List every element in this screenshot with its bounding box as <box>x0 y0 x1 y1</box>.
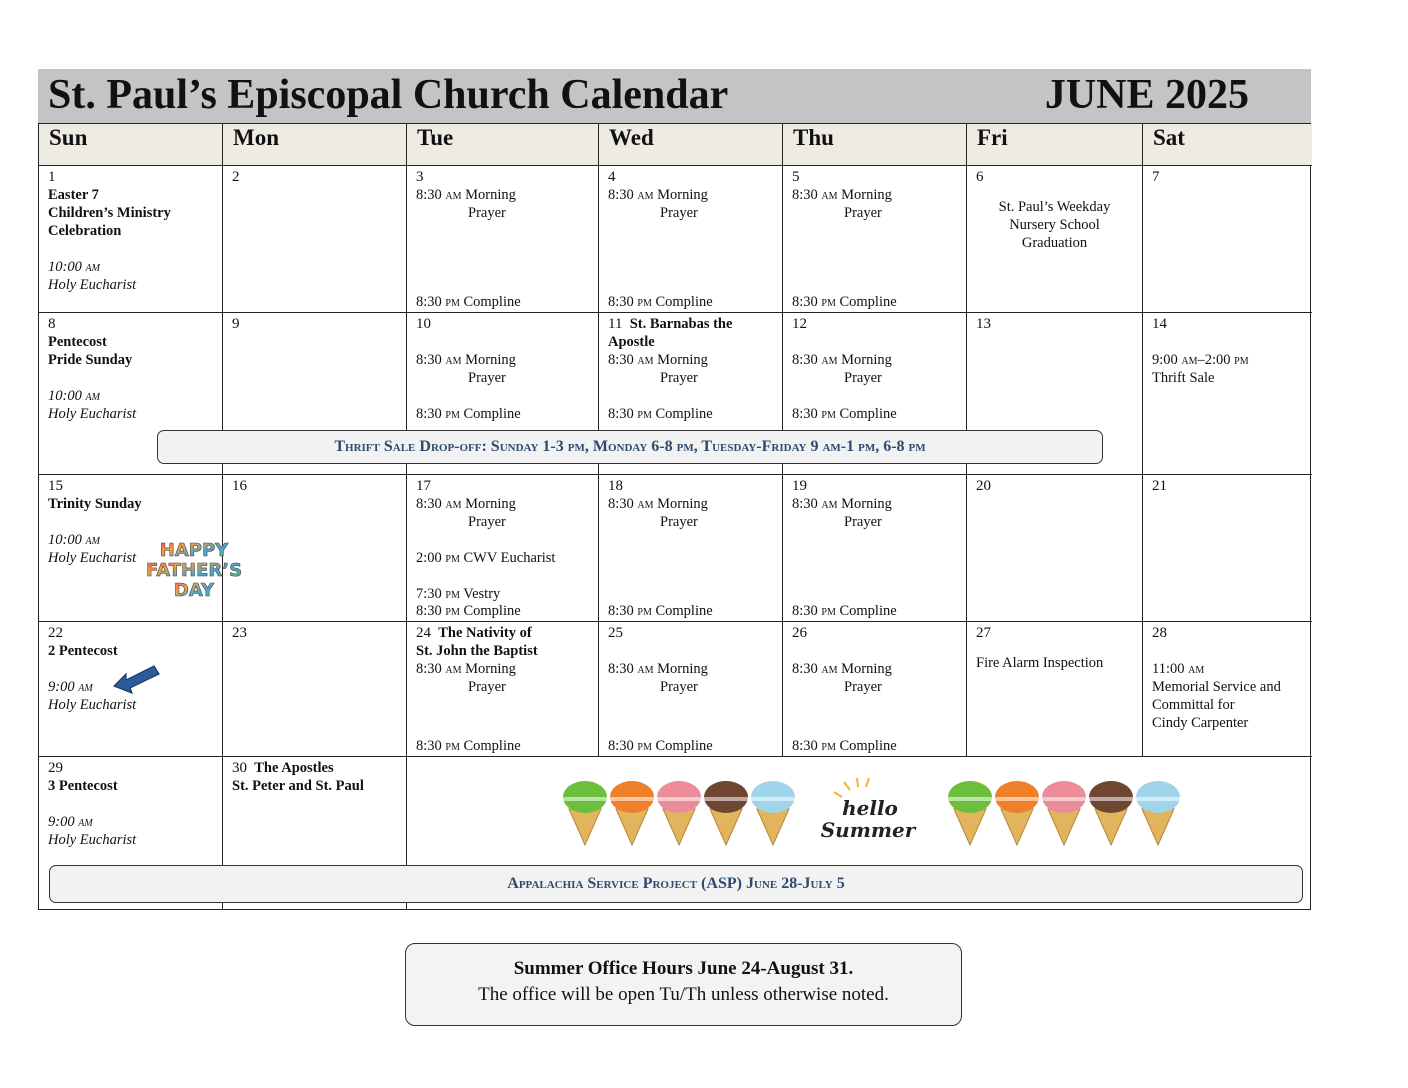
morning-prayer: 8:30 am Morning <box>416 496 516 512</box>
day-cell-20 <box>967 475 1143 622</box>
ice-cream-cone-icon <box>704 781 748 845</box>
day-number: 11 <box>608 316 623 332</box>
compline: 8:30 pm Compline <box>416 603 521 619</box>
compline: 8:30 pm Compline <box>608 406 713 422</box>
cwv-eucharist: 2:00 pm CWV Eucharist <box>416 550 556 566</box>
ice-cream-cone-icon <box>1042 781 1086 845</box>
day-header-sun: Sun <box>39 124 223 166</box>
day-header-mon: Mon <box>223 124 407 166</box>
day-number: 23 <box>232 625 247 641</box>
morning-prayer-cont: Prayer <box>660 205 698 221</box>
day-number: 15 <box>48 478 63 494</box>
day-number: 27 <box>976 625 991 641</box>
ice-cream-cone-icon <box>751 781 795 845</box>
day-number: 21 <box>1152 478 1167 494</box>
day-number: 30 <box>232 760 247 776</box>
morning-prayer: 8:30 am Morning <box>608 187 708 203</box>
day-number: 10 <box>416 316 431 332</box>
ice-cream-cone-icon <box>610 781 654 845</box>
morning-prayer-cont: Prayer <box>468 205 506 221</box>
day-cell-6 <box>967 166 1143 313</box>
event-time: 11:00 am <box>1152 661 1205 677</box>
thrift-banner: Thrift Sale Drop-off: Sunday 1-3 pm, Monday 6-8 pm, Tuesday-Friday 9 am-1 pm, 6-8 pm <box>157 430 1103 464</box>
arrow-icon <box>112 660 162 694</box>
event-text: Fire Alarm Inspection <box>976 655 1104 671</box>
day-number: 28 <box>1152 625 1167 641</box>
day-cell-19 <box>783 475 967 622</box>
event-title: Pentecost <box>48 334 107 350</box>
day-header-sat: Sat <box>1143 124 1312 166</box>
day-number: 13 <box>976 316 991 332</box>
fd-line-3: DAY <box>173 580 215 600</box>
day-cell-17 <box>407 475 599 622</box>
day-header-thu: Thu <box>783 124 967 166</box>
event-text: Committal for <box>1152 697 1235 713</box>
day-number: 29 <box>48 760 63 776</box>
fd-line-2: FATHER’S <box>146 560 242 581</box>
office-hours-notice <box>405 943 962 1026</box>
notice-heading: Summer Office Hours June 24-August 31. <box>513 958 854 979</box>
event-text: Cindy Carpenter <box>1152 715 1249 731</box>
ice-cream-cone-icon <box>563 781 607 845</box>
day-number: 5 <box>792 169 800 185</box>
day-cell-1 <box>39 166 223 313</box>
day-cell-28 <box>1143 622 1312 757</box>
event-title: Trinity Sunday <box>48 496 142 512</box>
day-number: 24 <box>416 625 431 641</box>
day-cell-5 <box>783 166 967 313</box>
day-cell-3 <box>407 166 599 313</box>
morning-prayer-cont: Prayer <box>468 679 506 695</box>
service-name: Holy Eucharist <box>48 832 137 848</box>
event-text: Graduation <box>1021 235 1088 251</box>
feast-title: Apostle <box>608 334 655 350</box>
service-time: 9:00 am <box>48 814 93 830</box>
day-header-wed: Wed <box>599 124 783 166</box>
day-number: 7 <box>1152 169 1160 185</box>
day-number: 9 <box>232 316 240 332</box>
day-header-tue: Tue <box>407 124 599 166</box>
day-number: 18 <box>608 478 623 494</box>
day-cell-4 <box>599 166 783 313</box>
compline: 8:30 pm Compline <box>608 294 713 310</box>
day-number: 2 <box>232 169 240 185</box>
ice-cream-cone-icon <box>657 781 701 845</box>
day-number: 19 <box>792 478 807 494</box>
day-cell-16 <box>223 475 407 622</box>
day-cell-21 <box>1143 475 1312 622</box>
morning-prayer-cont: Prayer <box>844 370 882 386</box>
morning-prayer-cont: Prayer <box>660 370 698 386</box>
morning-prayer: 8:30 am Morning <box>416 187 516 203</box>
event-title: 2 Pentecost <box>48 643 118 659</box>
day-cell-2 <box>223 166 407 313</box>
compline: 8:30 pm Compline <box>792 294 897 310</box>
day-number: 6 <box>976 169 984 185</box>
compline: 8:30 pm Compline <box>416 738 521 754</box>
service-time: 9:00 am <box>48 679 93 695</box>
service-name: Holy Eucharist <box>48 406 137 422</box>
day-number: 8 <box>48 316 56 332</box>
service-name: Holy Eucharist <box>48 550 137 566</box>
feast-title: The Nativity of <box>438 625 532 641</box>
morning-prayer-cont: Prayer <box>468 370 506 386</box>
morning-prayer-cont: Prayer <box>844 679 882 695</box>
day-number: 1 <box>48 169 56 185</box>
morning-prayer: 8:30 am Morning <box>792 187 892 203</box>
compline: 8:30 pm Compline <box>608 603 713 619</box>
day-cell-26 <box>783 622 967 757</box>
fathers-day-graphic <box>146 536 242 600</box>
morning-prayer: 8:30 am Morning <box>792 661 892 677</box>
event-time: 9:00 am–2:00 pm <box>1152 352 1249 368</box>
morning-prayer-cont: Prayer <box>844 514 882 530</box>
day-number: 20 <box>976 478 991 494</box>
event-text: Thrift Sale <box>1152 370 1215 386</box>
asp-banner: Appalachia Service Project (ASP) June 28-July 5 <box>49 865 1303 903</box>
feast-title: St. John the Baptist <box>416 643 538 659</box>
day-cell-24 <box>407 622 599 757</box>
day-number: 14 <box>1152 316 1167 332</box>
service-time: 10:00 am <box>48 532 100 548</box>
morning-prayer: 8:30 am Morning <box>608 352 708 368</box>
day-number: 22 <box>48 625 63 641</box>
calendar-month: JUNE 2025 <box>1044 72 1249 118</box>
day-header-fri: Fri <box>967 124 1143 166</box>
ice-cream-cone-icon <box>1089 781 1133 845</box>
service-time: 10:00 am <box>48 388 100 404</box>
ice-cream-cone-icon <box>948 781 992 845</box>
day-number: 16 <box>232 478 247 494</box>
compline: 8:30 pm Compline <box>792 406 897 422</box>
compline: 8:30 pm Compline <box>416 406 521 422</box>
day-cell-18 <box>599 475 783 622</box>
morning-prayer: 8:30 am Morning <box>608 661 708 677</box>
ice-cream-cone-icon <box>1136 781 1180 845</box>
day-cell-14 <box>1143 313 1312 475</box>
vestry: 7:30 pm Vestry <box>416 586 501 602</box>
service-name: Holy Eucharist <box>48 277 137 293</box>
event-title: Celebration <box>48 223 122 239</box>
morning-prayer-cont: Prayer <box>844 205 882 221</box>
compline: 8:30 pm Compline <box>792 603 897 619</box>
morning-prayer-cont: Prayer <box>468 514 506 530</box>
event-title: 3 Pentecost <box>48 778 118 794</box>
event-text: Memorial Service and <box>1152 679 1281 695</box>
morning-prayer: 8:30 am Morning <box>416 352 516 368</box>
event-title: Pride Sunday <box>48 352 133 368</box>
day-number: 3 <box>416 169 424 185</box>
morning-prayer-cont: Prayer <box>660 514 698 530</box>
fd-line-1: HAPPY <box>159 540 229 561</box>
service-time: 10:00 am <box>48 259 100 275</box>
compline: 8:30 pm Compline <box>416 294 521 310</box>
day-number: 26 <box>792 625 807 641</box>
day-number: 4 <box>608 169 616 185</box>
ice-cream-cone-icon <box>995 781 1039 845</box>
morning-prayer: 8:30 am Morning <box>416 661 516 677</box>
feast-title: St. Barnabas the <box>629 316 733 332</box>
event-text: St. Paul’s Weekday <box>998 199 1111 215</box>
day-cell-23 <box>223 622 407 757</box>
title-bar <box>38 69 1311 123</box>
feast-title: St. Peter and St. Paul <box>232 778 364 794</box>
service-name: Holy Eucharist <box>48 697 137 713</box>
morning-prayer: 8:30 am Morning <box>608 496 708 512</box>
hello-summer-graphic <box>560 775 1185 847</box>
day-cell-7 <box>1143 166 1312 313</box>
morning-prayer: 8:30 am Morning <box>792 352 892 368</box>
calendar-title: St. Paul’s Episcopal Church Calendar <box>48 72 729 118</box>
morning-prayer: 8:30 am Morning <box>792 496 892 512</box>
day-number: 25 <box>608 625 623 641</box>
day-cell-27 <box>967 622 1143 757</box>
day-number: 12 <box>792 316 807 332</box>
feast-title: The Apostles <box>254 760 334 776</box>
sun-icon <box>834 778 869 797</box>
event-title: Easter 7 <box>48 187 99 203</box>
summer-text: Summer <box>820 818 916 842</box>
day-cell-25 <box>599 622 783 757</box>
event-title: Children’s Ministry <box>48 205 171 221</box>
compline: 8:30 pm Compline <box>608 738 713 754</box>
hello-text: hello <box>842 796 898 820</box>
morning-prayer-cont: Prayer <box>660 679 698 695</box>
day-number: 17 <box>416 478 431 494</box>
event-text: Nursery School <box>1009 217 1100 233</box>
notice-text: The office will be open Tu/Th unless otherwise noted. <box>478 984 889 1005</box>
compline: 8:30 pm Compline <box>792 738 897 754</box>
